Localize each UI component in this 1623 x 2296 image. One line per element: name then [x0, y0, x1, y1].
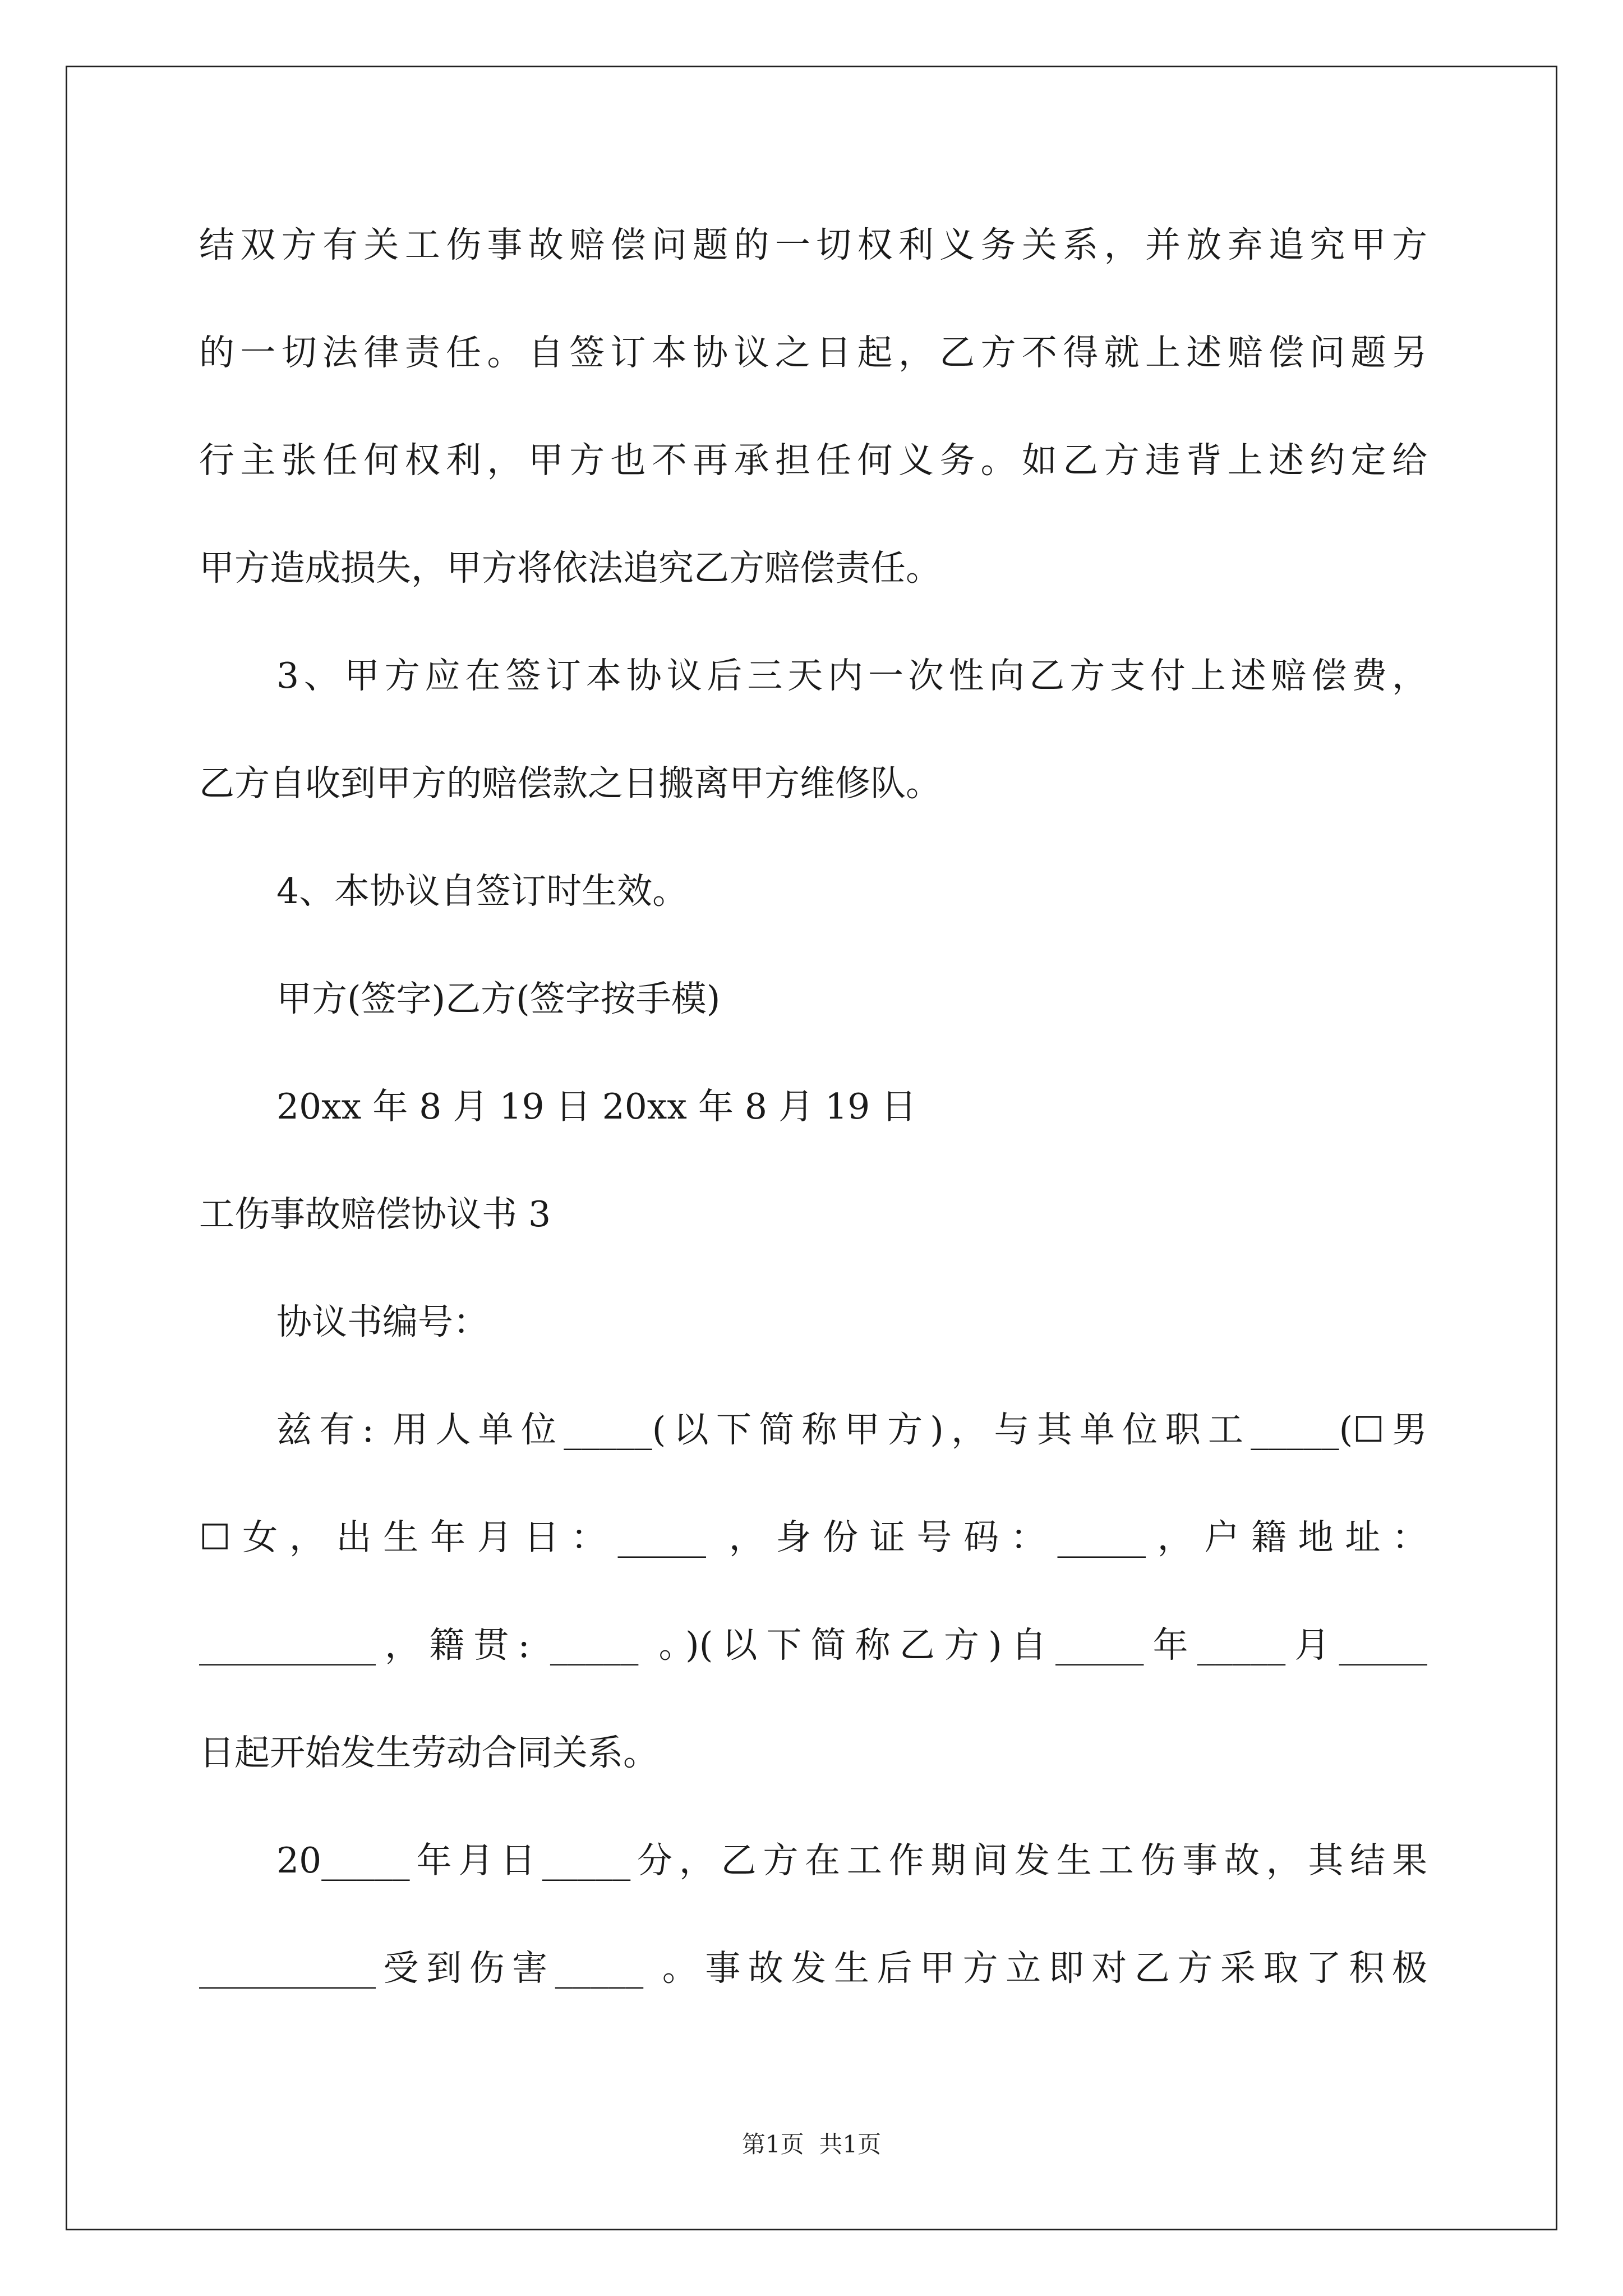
page-frame	[66, 66, 1557, 2230]
paragraph-line: __________，籍贯: _____ 。)(以下简称乙方)自_____年_____月_____	[199, 1625, 1427, 1665]
paragraph-line: 兹有: 用人单位_____(以下简称甲方)，与其单位职工_____(☐男	[276, 1409, 1427, 1450]
date-line: 20xx 年 8 月 19 日 20xx 年 8 月 19 日	[276, 1086, 917, 1127]
clause-4: 4、本协议自签订时生效。	[276, 871, 688, 912]
paragraph-line: 日起开始发生劳动合同关系。	[199, 1732, 658, 1773]
clause-3: 3、甲方应在签订本协议后三天内一次性向乙方支付上述赔偿费，	[276, 655, 1427, 696]
page-footer: 第1页 共1页	[741, 2131, 882, 2158]
paragraph-line: 乙方自收到甲方的赔偿款之日搬离甲方维修队。	[199, 763, 941, 804]
paragraph-line: __________受到伤害_____ 。事故发生后甲方立即对乙方采取了积极	[199, 1948, 1427, 1989]
paragraph-line: 甲方造成损失，甲方将依法追究乙方赔偿责任。	[199, 547, 941, 588]
agreement-number: 协议书编号：	[276, 1301, 488, 1342]
paragraph-line: 的一切法律责任。自签订本协议之日起，乙方不得就上述赔偿问题另	[199, 332, 1427, 373]
signature-line: 甲方(签字)乙方(签字按手模)	[276, 978, 721, 1019]
paragraph-line: 行主张任何权利，甲方也不再承担任何义务。如乙方违背上述约定给	[199, 440, 1427, 481]
paragraph-line: ☐女，出生年月日：_____ ，身份证号码：_____，户籍地址：	[199, 1517, 1427, 1558]
paragraph-line: 20_____年月日_____分，乙方在工作期间发生工伤事故，其结果	[276, 1840, 1427, 1881]
paragraph-line: 结双方有关工伤事故赔偿问题的一切权利义务关系，并放弃追究甲方	[199, 224, 1427, 265]
section-title: 工伤事故赔偿协议书 3	[199, 1194, 551, 1235]
